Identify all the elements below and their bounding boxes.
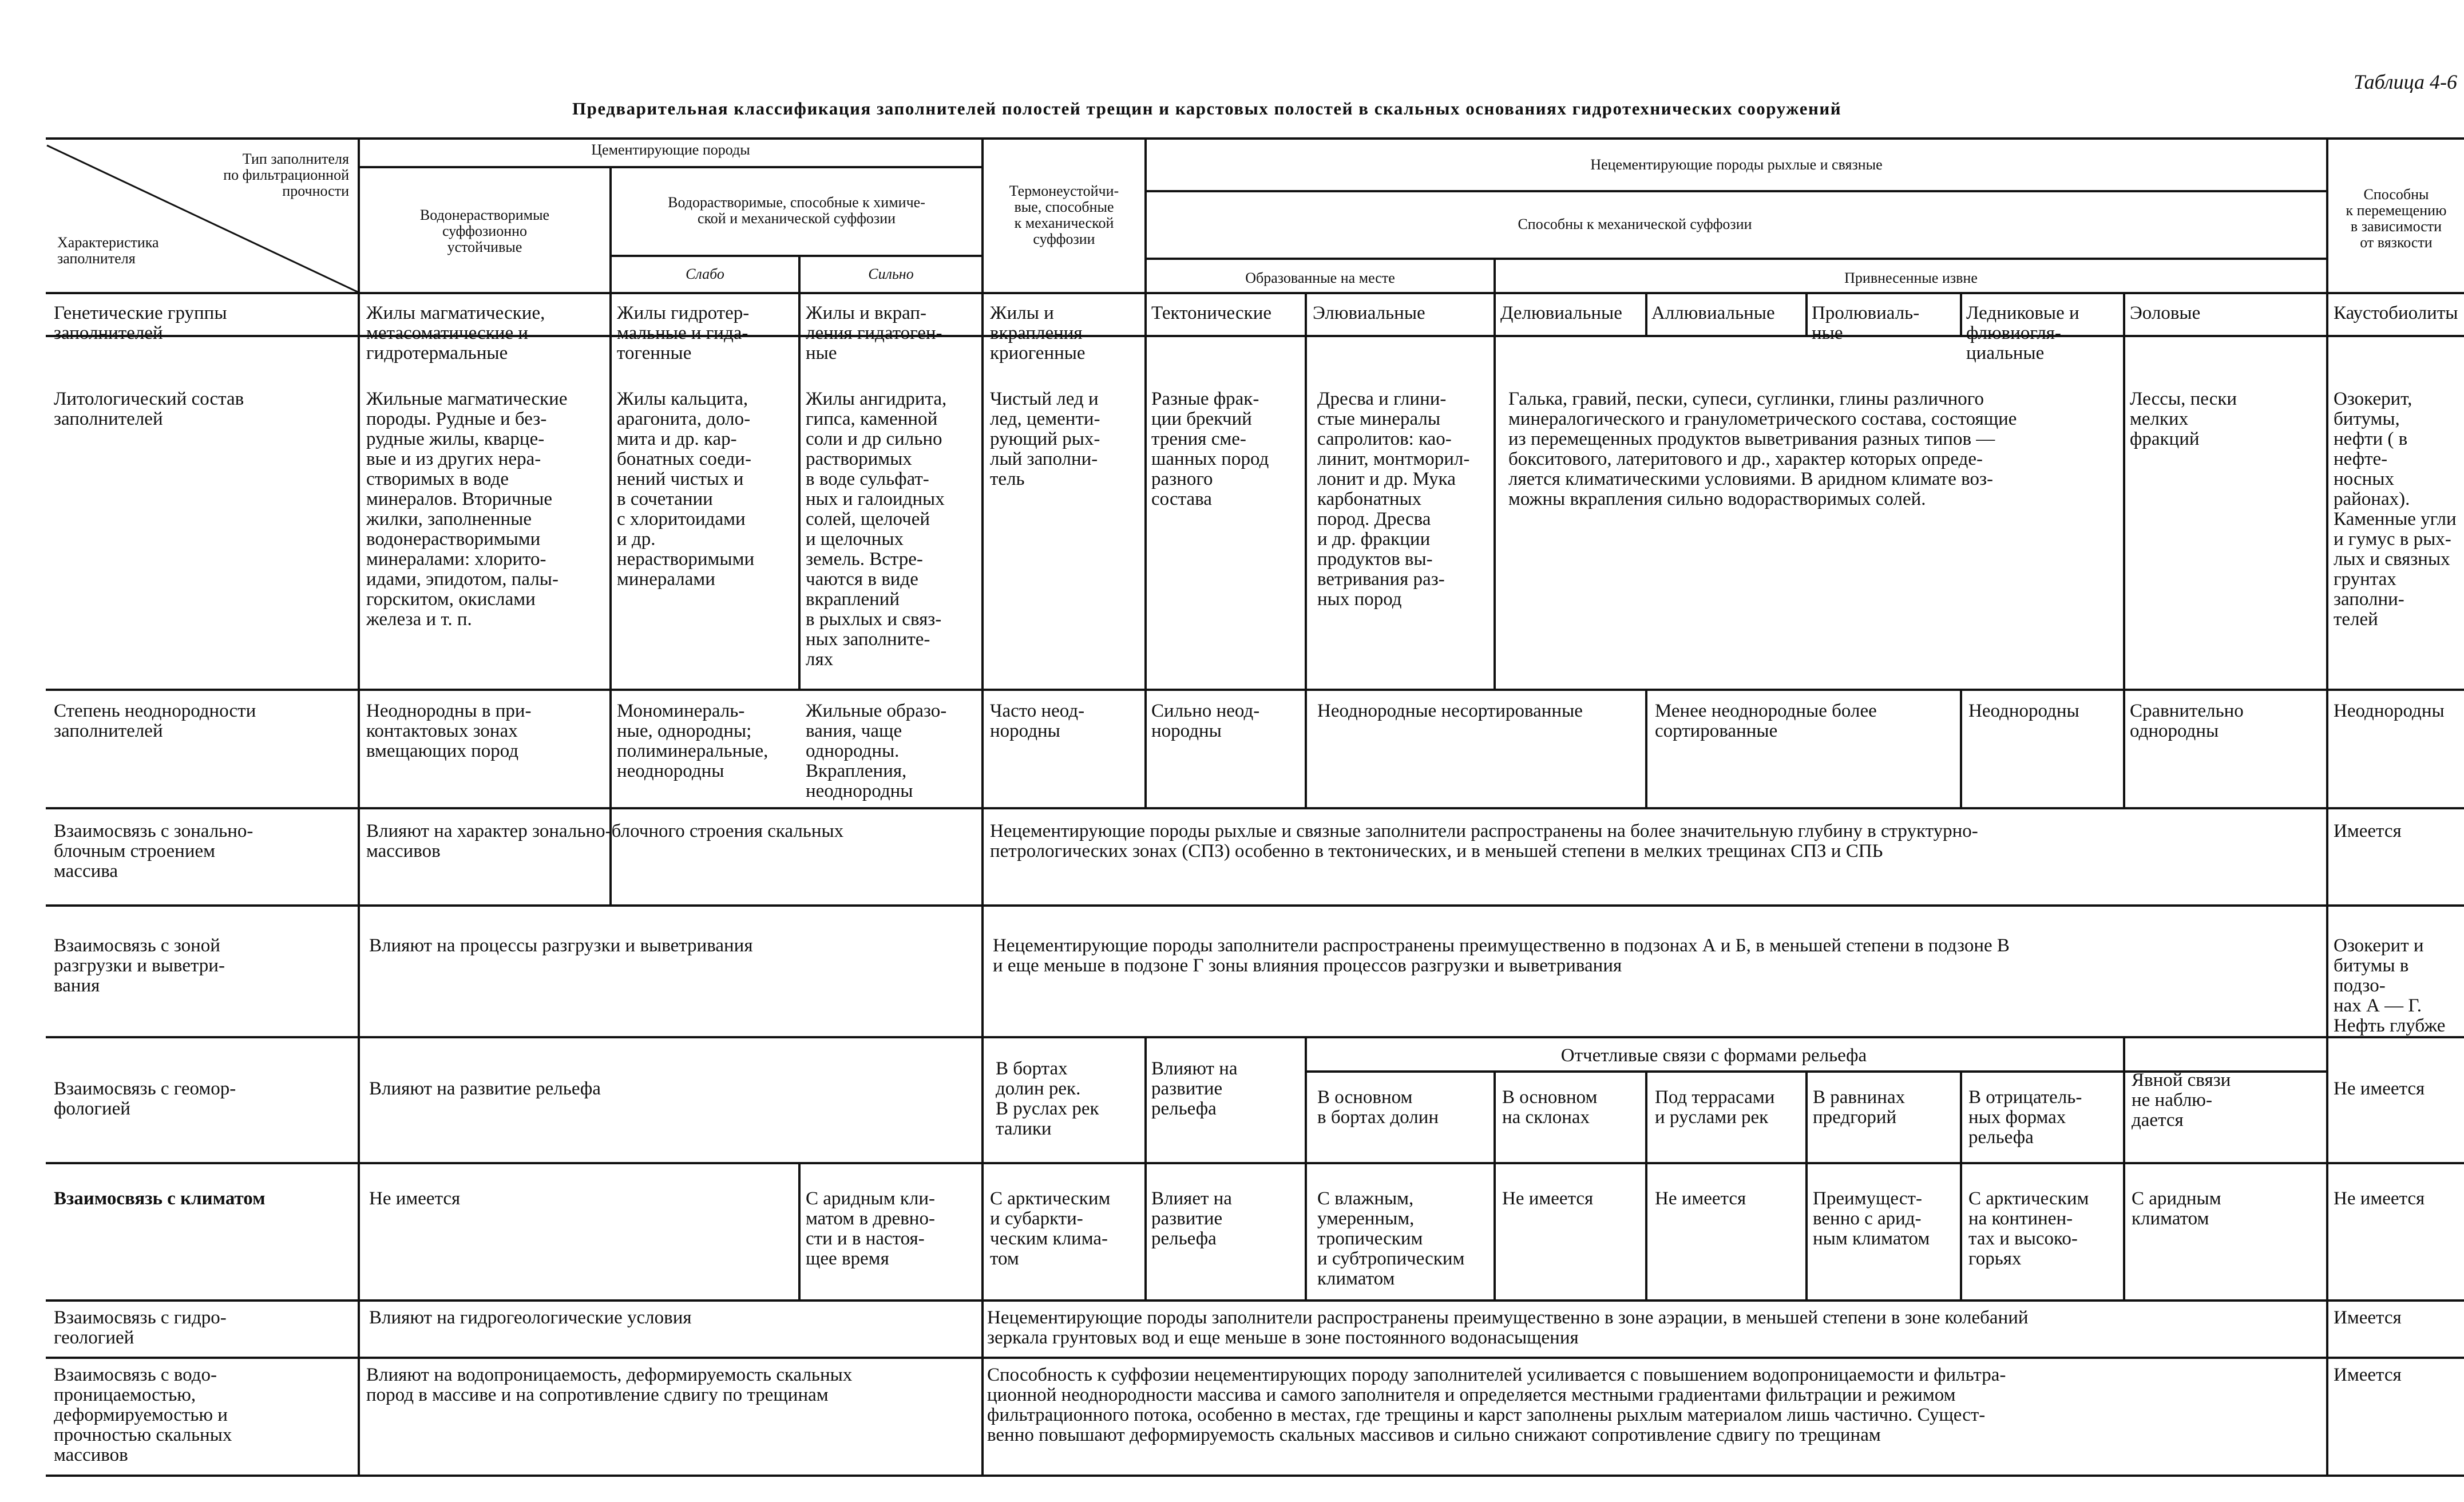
cell-geomorph-relief-header: Отчетливые связи с формами рельефа bbox=[1560, 1045, 1867, 1066]
rule-r4 bbox=[46, 904, 2464, 907]
row-label-geomorphology: Взаимосвязь с геомор- фологией bbox=[54, 1078, 236, 1119]
header-water-insoluble: Водонерастворимые суффозионно устойчивые bbox=[419, 207, 550, 255]
col-rule-c9 bbox=[1805, 292, 1808, 335]
table-number: Таблица 4-6 bbox=[2353, 70, 2457, 93]
cell-climate-c10: С арктическим на континен- тах и высоко- горьях bbox=[1968, 1188, 2089, 1269]
cell-heterogeneity-c12: Неоднородны bbox=[2334, 701, 2445, 721]
cell-genetic-c11: Эоловые bbox=[2130, 303, 2201, 323]
cell-unloading-c1-3: Влияют на процессы разгрузки и выветривания bbox=[369, 935, 753, 956]
header-filler-type: Тип заполнителя по фильтрационной прочности bbox=[223, 151, 349, 199]
cell-heterogeneity-c10: Неоднородны bbox=[1968, 701, 2079, 721]
cell-lithology-c1: Жильные магматические породы. Рудные и без- рудные жилы, кварце- вые и из других нера- створимых в воде минералов. Вторичные жилки, заполненные водонерастворимыми минералами: хлорито- идами, эпидотом, палы- горскитом, окислами железа и т. п. bbox=[366, 389, 568, 630]
col-rule-c11 bbox=[2123, 292, 2125, 807]
cell-permeability-c12: Имеется bbox=[2334, 1365, 2402, 1385]
table-title: Предварительная классификация заполнителей полостей трещин и карстовых полостей в скальных основаниях гидротехнических сооружений bbox=[572, 98, 1842, 118]
cell-block-c1-3: Влияют на характер зонально-блочного строения скальных массивов bbox=[366, 821, 844, 861]
row-label-unloading: Взаимосвязь с зоной разгрузки и выветри- вания bbox=[54, 935, 225, 996]
cell-geomorph-c1-3: Влияют на развитие рельефа bbox=[369, 1078, 601, 1099]
cell-climate-c4: С арктическим и субаркти- ческим клима- том bbox=[990, 1188, 1111, 1269]
col-rule-c4 bbox=[981, 137, 984, 1475]
cell-heterogeneity-c1: Неоднородны в при- контактовых зонах вмещающих пород bbox=[366, 701, 532, 761]
cell-geomorph-c6: В основном в бортах долин bbox=[1317, 1087, 1439, 1128]
cell-climate-c5: Влияет на развитие рельефа bbox=[1151, 1188, 1232, 1249]
cell-geomorph-c8: Под террасами и руслами рек bbox=[1655, 1087, 1775, 1128]
cell-genetic-c2: Жилы гидротер- мальные и гида- тогенные bbox=[617, 303, 750, 363]
col-rule-c8 bbox=[1645, 292, 1647, 335]
cell-block-c4-11: Нецементирующие породы рыхлые и связные заполнители распространены на более значительную глубину в структурно- петрологических зонах (СПЗ) особенно в тектонических, и в меньшей степени в мелких трещинах СПЗ и СПЬ bbox=[990, 821, 1978, 861]
col-rule-c7 bbox=[1494, 292, 1496, 690]
cell-genetic-c6: Элювиальные bbox=[1313, 303, 1425, 323]
cell-climate-c12: Не имеется bbox=[2334, 1188, 2425, 1209]
header-formed-in-place: Образованные на месте bbox=[1245, 270, 1395, 286]
cell-genetic-c9: Пролювиаль- ные bbox=[1812, 303, 1920, 343]
cell-genetic-c7: Делювиальные bbox=[1500, 303, 1622, 323]
col-rule-label bbox=[358, 137, 360, 1475]
rule-r3 bbox=[46, 807, 2464, 809]
row-label-lithology: Литологический состав заполнителей bbox=[54, 389, 244, 429]
cell-hydro-c4-11: Нецементирующие породы заполнители распространены преимущественно в зоне аэрации, в меньшей степени в зоне колебаний зеркала грунтовых вод и еще меньше в зоне постоянного водонасыщения bbox=[987, 1307, 2029, 1348]
cell-geomorph-c4: В бортах долин рек. В руслах рек талики bbox=[996, 1058, 1099, 1139]
cell-geomorph-c9: В равнинах предгорий bbox=[1813, 1087, 1906, 1128]
rule-r6 bbox=[46, 1162, 2464, 1164]
cell-climate-c7: Не имеется bbox=[1502, 1188, 1594, 1209]
cell-climate-c1-2: Не имеется bbox=[369, 1188, 461, 1209]
cell-geomorph-c12: Не имеется bbox=[2334, 1078, 2425, 1099]
cell-hydro-c1-3: Влияют на гидрогеологические условия bbox=[369, 1307, 692, 1328]
col-rule-c6 bbox=[1305, 292, 1307, 807]
col-rule-c10b bbox=[1960, 689, 1962, 807]
cell-genetic-c3: Жилы и вкрап- ления гидатоген- ные bbox=[806, 303, 942, 363]
cell-heterogeneity-c6-7: Неоднородные несортированные bbox=[1317, 701, 1583, 721]
row-label-genetic: Генетические группы заполнителей bbox=[54, 303, 227, 343]
cell-geomorph-c7: В основном на склонах bbox=[1502, 1087, 1598, 1128]
cell-climate-c8: Не имеется bbox=[1655, 1188, 1746, 1209]
cell-genetic-c4: Жилы и вкрапления криогенные bbox=[990, 303, 1086, 363]
rule-top bbox=[46, 137, 2464, 140]
rule-soluble-sub bbox=[609, 255, 981, 257]
header-water-soluble: Водорастворимые, способные к химиче- ской и механической суффозии bbox=[668, 194, 925, 227]
cell-climate-c3: С аридным кли- матом в древно- сти и в настоя- щее время bbox=[806, 1188, 935, 1269]
header-noncementing: Нецементирующие породы рыхлые и связные bbox=[1590, 156, 1883, 173]
header-viscosity: Способны к перемещению в зависимости от вязкости bbox=[2346, 186, 2447, 251]
cell-heterogeneity-c11: Сравнительно однородны bbox=[2130, 701, 2244, 741]
header-thermo-unstable: Термонеустойчи- вые, способные к механической суффозии bbox=[1009, 183, 1119, 247]
cell-heterogeneity-c2: Мономинераль- ные, однородны; полиминеральные, неоднородны bbox=[617, 701, 768, 781]
rule-bottom bbox=[46, 1475, 2464, 1477]
col-rule-c8c bbox=[1645, 1070, 1647, 1299]
header-cementing: Цементирующие породы bbox=[591, 141, 750, 158]
col-rule-c8b bbox=[1645, 689, 1647, 807]
cell-unloading-c4-11: Нецементирующие породы заполнители распространены преимущественно в подзонах А и Б, в меньшей степени в подзоне В и еще меньше в подзоне Г зоны влияния процессов разгрузки и выветривания bbox=[993, 935, 2010, 976]
row-label-block: Взаимосвязь с зонально- блочным строением массива bbox=[54, 821, 253, 882]
rule-r8 bbox=[46, 1357, 2464, 1359]
cell-permeability-c1-3: Влияют на водопроницаемость, деформируемость скальных пород в массиве и на сопротивление сдвигу по трещинам bbox=[366, 1365, 853, 1405]
cell-geomorph-c5: Влияют на развитие рельефа bbox=[1151, 1058, 1238, 1119]
cell-lithology-c7-10: Галька, гравий, пески, супеси, суглинки, глины различного минералогического и гранулометрического состава, состоящие из перемещенных продуктов выветривания разных типов — бокситового, латеритового и др., характер которых опреде- ляется климатическими условиями. В аридном климате воз- можны вкрапления сильно водорастворимых солей. bbox=[1508, 389, 2017, 509]
rule-noncement-sub bbox=[1144, 190, 2326, 192]
cell-climate-c11: С аридным климатом bbox=[2132, 1188, 2221, 1229]
row-label-heterogeneity: Степень неоднородности заполнителей bbox=[54, 701, 256, 741]
col-rule-c12 bbox=[2326, 137, 2328, 1475]
cell-genetic-c5: Тектонические bbox=[1151, 303, 1272, 323]
col-rule-c9b bbox=[1805, 1070, 1808, 1299]
cell-genetic-c8: Аллювиальные bbox=[1651, 303, 1775, 323]
cell-hydro-c12: Имеется bbox=[2334, 1307, 2402, 1328]
cell-lithology-c2: Жилы кальцита, арагонита, доло- мита и др. кар- бонатных соеди- нений чистых и в сочетании с хлоритоидами и др. нерастворимыми минералами bbox=[617, 389, 755, 590]
cell-heterogeneity-c4: Часто неод- нородны bbox=[990, 701, 1085, 741]
cell-lithology-c3: Жилы ангидрита, гипса, каменной соли и др сильно растворимых в воде сульфат- ных и галоидных солей, щелочей и щелочных земель. Встре- чаются в виде вкраплений в рыхлых и связ- ных заполните- лях bbox=[806, 389, 947, 670]
row-label-climate: Взаимосвязь с климатом bbox=[54, 1188, 266, 1209]
rule-header-bottom bbox=[46, 292, 2464, 294]
cell-block-c12: Имеется bbox=[2334, 821, 2402, 841]
col-rule-c11b bbox=[2123, 1036, 2125, 1299]
rule-cement-sub bbox=[358, 166, 981, 168]
col-rule-c6b bbox=[1305, 1036, 1307, 1299]
cell-geomorph-c10: В отрицатель- ных формах рельефа bbox=[1968, 1087, 2082, 1148]
header-weakly: Слабо bbox=[686, 266, 724, 282]
col-rule-c3 bbox=[798, 255, 801, 690]
col-rule-c10c bbox=[1960, 1070, 1962, 1299]
header-brought-from-outside: Привнесенные извне bbox=[1844, 270, 1978, 286]
cell-lithology-c12: Озокерит, битумы, нефти ( в нефте- носных районах). Каменные угли и гумус в рых- лых и связных грунтах заполни- телей bbox=[2334, 389, 2457, 630]
header-strongly: Сильно bbox=[868, 266, 914, 282]
col-rule-c7b bbox=[1494, 1070, 1496, 1299]
cell-heterogeneity-c8-9: Менее неоднородные более сортированные bbox=[1655, 701, 1877, 741]
col-rule-c5b bbox=[1144, 1036, 1147, 1299]
col-rule-c3b bbox=[798, 1162, 801, 1299]
cell-heterogeneity-c5: Сильно неод- нородны bbox=[1151, 701, 1260, 741]
cell-lithology-c6: Дресва и глини- стые минералы сапролитов: као- линит, монтморил- лонит и др. Мука карбонатных пород. Дресва и др. фракции продуктов вы- ветривания раз- ных пород bbox=[1317, 389, 1470, 610]
classification-table bbox=[46, 137, 2464, 1477]
header-characteristic: Характеристика заполнителя bbox=[57, 234, 159, 267]
cell-genetic-c1: Жилы магматические, метасоматические и гидротермальные bbox=[366, 303, 545, 363]
cell-lithology-c5: Разные фрак- ции брекчий трения сме- шанных пород разного состава bbox=[1151, 389, 1269, 509]
header-mechanical-suffosion: Способны к механической суффозии bbox=[1518, 216, 1752, 232]
cell-permeability-c4-11: Способность к суффозии нецементирующих породу заполнителей усиливается с повышением водопроницаемости и фильтра- ционной неоднородности массива и самого заполнителя и определяется местными градиентами фильтрации и режимом фильтрационного потока, особенно в местах, где трещины и карст заполнены рыхлым материалом лишь частично. Сущест- венно повышают деформируемость скальных массивов и сильно снижают сопротивление сдвигу по трещинам bbox=[987, 1365, 2006, 1445]
cell-lithology-c4: Чистый лед и лед, цементи- рующий рых- лый заполни- тель bbox=[990, 389, 1100, 489]
cell-genetic-c10: Ледниковые и флювиогля- циальные bbox=[1966, 303, 2079, 363]
row-label-permeability: Взаимосвязь с водо- проницаемостью, деформируемостью и прочностью скальных массивов bbox=[54, 1365, 232, 1465]
cell-heterogeneity-c3: Жильные образо- вания, чаще однородны. Вкрапления, неоднородны bbox=[806, 701, 947, 801]
rule-r5 bbox=[46, 1036, 2464, 1038]
cell-climate-c9: Преимущест- венно с арид- ным климатом bbox=[1813, 1188, 1930, 1249]
col-rule-c10 bbox=[1960, 292, 1962, 335]
cell-climate-c6: С влажным, умеренным, тропическим и субтропическим климатом bbox=[1317, 1188, 1465, 1289]
cell-geomorph-c11: Явной связи не наблю- дается bbox=[2132, 1070, 2231, 1131]
rule-r7 bbox=[46, 1299, 2464, 1302]
row-label-hydrogeology: Взаимосвязь с гидро- геологией bbox=[54, 1307, 227, 1348]
cell-lithology-c11: Лессы, пески мелких фракций bbox=[2130, 389, 2237, 449]
cell-genetic-c12: Каустобиолиты bbox=[2334, 303, 2458, 323]
col-rule-c5 bbox=[1144, 137, 1147, 807]
cell-unloading-c12: Озокерит и битумы в подзо- нах А — Г. Нефть глубже bbox=[2334, 935, 2446, 1036]
rule-origin-sub bbox=[1144, 258, 2326, 260]
rule-r2 bbox=[46, 689, 2464, 691]
